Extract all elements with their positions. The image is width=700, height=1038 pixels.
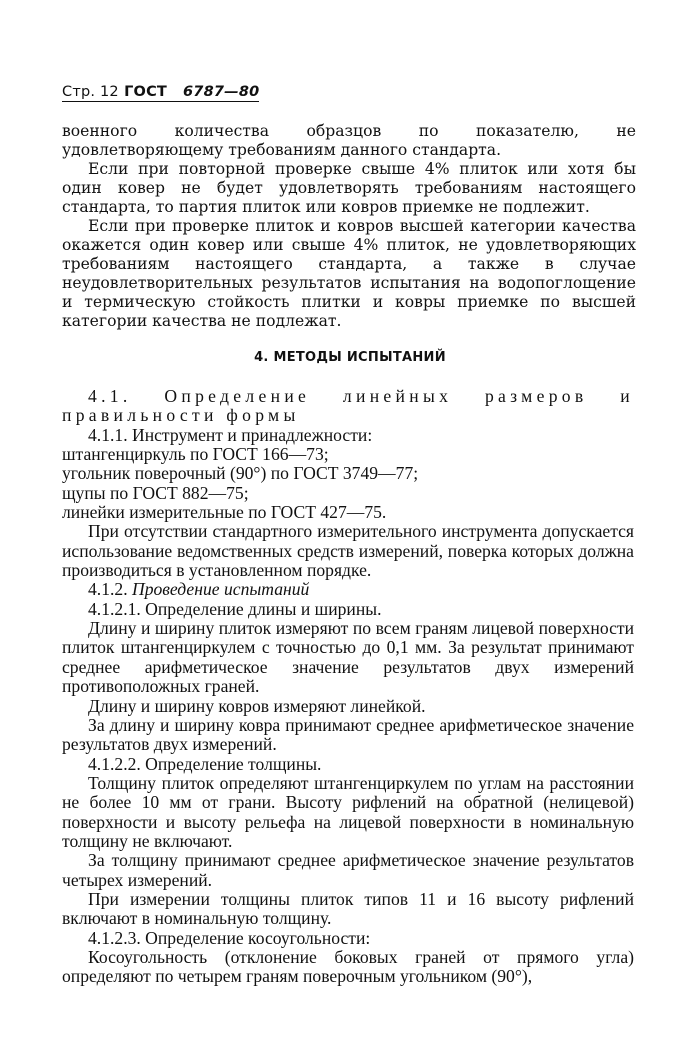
length-paragraph-2: Длину и ширину ковров измеряют линейкой. [88, 695, 426, 716]
standard-number: 6787—80 [183, 84, 260, 100]
thickness-paragraph-2: За толщину принимают среднее арифметическое значение результатов четырех измерений. [62, 850, 634, 890]
subsection-4-1: 4.1. Определение линейных размеров и правильности формы [62, 386, 634, 426]
skew-paragraph: Косоугольность (отклонение боковых граней от прямого угла) определяют по четырем граням поверочным угольником (90°), [62, 946, 634, 987]
intro-paragraph-1: военного количества образцов по показателю, не удовлетворяющему требованиям данного стандарта. [62, 122, 636, 159]
intro-paragraph-3: Если при проверке плиток и ковров высшей категории качества окажется один ковер или свыше 4% плиток, не удовлетворяющих требованиям настоящего стандарта, а также в случае неудовлетворительных результатов испытания на водопоглощение и термическую стойкость плитки и ковры приемке по высшей категории качества не подлежат. [62, 217, 636, 330]
tool-item: линейки измерительные по ГОСТ 427—75. [62, 502, 387, 523]
subsection-4-1-1: 4.1.1. Инструмент и принадлежности: [88, 424, 373, 445]
page-header [62, 84, 259, 102]
subsection-4-1-2-number: 4.1.2. [88, 579, 128, 600]
subsection-4-1-2-1: 4.1.2.1. Определение длины и ширины. [88, 598, 382, 619]
methods-text [62, 387, 634, 987]
subsection-4-1-2-title: Проведение испытаний [132, 579, 310, 600]
tool-item: угольник поверочный (90°) по ГОСТ 3749—77; [62, 463, 419, 484]
subsection-4-1-2 [62, 580, 634, 599]
section-title: 4. МЕТОДЫ ИСПЫТАНИЙ [254, 350, 446, 365]
tool-item: щупы по ГОСТ 882—75; [62, 482, 249, 503]
thickness-paragraph-1: Толщину плиток определяют штангенциркулем по углам на расстоянии не более 10 мм от грани. Высоту рифлений на обратной (нелицевой) поверхности и высоту рельефа на лицевой поверхности в номинальную толщину не включают. [62, 772, 634, 851]
length-paragraph-3: За длину и ширину ковра принимают среднее арифметическое значение результатов двух измерений. [62, 714, 634, 755]
thickness-paragraph-3: При измерении толщины плиток типов 11 и 16 высоту рифлений включают в номинальную толщину. [62, 888, 634, 929]
page-number: Стр. 12 [62, 84, 119, 100]
standard-label: ГОСТ [124, 84, 168, 100]
intro-text [62, 122, 636, 331]
header-underline [62, 84, 259, 102]
tool-item: штангенциркуль по ГОСТ 166—73; [62, 444, 329, 465]
subsection-4-1-2-3: 4.1.2.3. Определение косоугольности: [88, 927, 371, 948]
length-paragraph-1: Длину и ширину плиток измеряют по всем граням лицевой поверхности плиток штангенциркулем с точностью до 0,1 мм. За результат принимают среднее арифметическое значение результатов двух измерений противоположных граней. [62, 618, 634, 697]
absence-paragraph: При отсутствии стандартного измерительного инструмента допускается использование ведомственных средств измерений, поверка которых должна производиться в установленном порядке. [62, 521, 634, 581]
intro-paragraph-2: Если при повторной проверке свыше 4% плиток или хотя бы один ковер не будет удовлетворять требованиям настоящего стандарта, то партия плиток или ковров приемке не подлежит. [62, 160, 636, 216]
subsection-4-1-2-2: 4.1.2.2. Определение толщины. [88, 753, 322, 774]
